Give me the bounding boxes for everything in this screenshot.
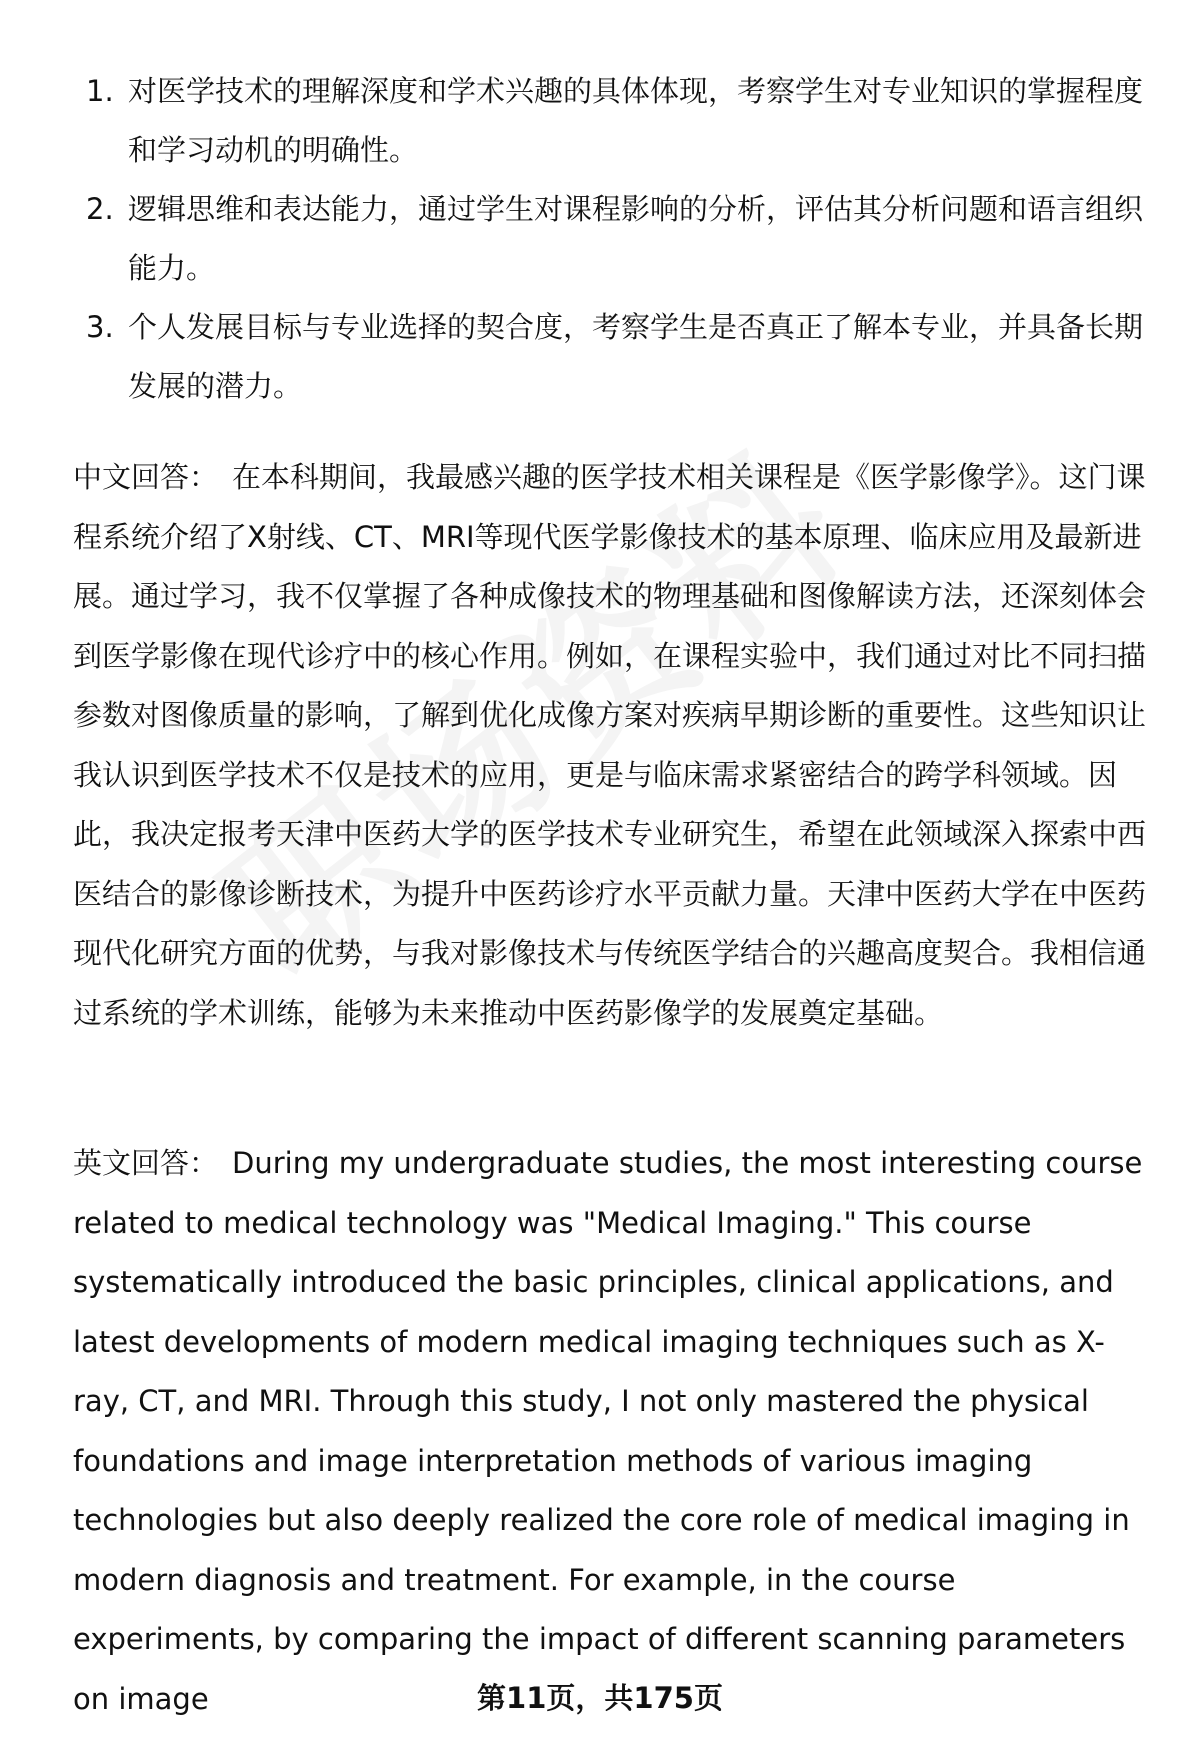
list-item-text: 个人发展目标与专业选择的契合度，考察学生是否真正了解本专业，并具备长期发展的潜力。 bbox=[128, 310, 1144, 403]
list-item-number: 2. bbox=[86, 192, 114, 226]
list-item-number: 3. bbox=[86, 310, 114, 344]
english-answer-paragraph bbox=[73, 1134, 1153, 1729]
chinese-answer-text: 在本科期间，我最感兴趣的医学技术相关课程是《医学影像学》。这门课程系统介绍了X射线、CT、MRI等现代医学影像技术的基本原理、临床应用及最新进展。通过学习，我不仅掌握了各种成像技术的物理基础和图像解读方法，还深刻体会到医学影像在现代诊疗中的核心作用。例如，在课程实验中，我们通过对比不同扫描参数对图像质量的影响，了解到优化成像方案对疾病早期诊断的重要性。这些知识让我认识到医学技术不仅是技术的应用，更是与临床需求紧密结合的跨学科领域。因此，我决定报考天津中医药大学的医学技术专业研究生，希望在此领域深入探索中西医结合的影像诊断技术，为提升中医药诊疗水平贡献力量。天津中医药大学在中医药现代化研究方面的优势，与我对影像技术与传统医学结合的兴趣高度契合。我相信通过系统的学术训练，能够为未来推动中医药影像学的发展奠定基础。 bbox=[73, 460, 1147, 1030]
list-item bbox=[80, 180, 1150, 298]
list-item-text: 对医学技术的理解深度和学术兴趣的具体体现，考察学生对专业知识的掌握程度和学习动机的明确性。 bbox=[128, 74, 1144, 167]
chinese-answer-label: 中文回答： bbox=[73, 460, 219, 494]
english-answer-label: 英文回答： bbox=[73, 1146, 219, 1180]
list-item-number: 1. bbox=[86, 74, 114, 108]
list-item bbox=[80, 62, 1150, 180]
page-number: 第11页，共175页 bbox=[477, 1681, 723, 1715]
chinese-answer-paragraph bbox=[73, 448, 1153, 1043]
english-answer-text: During my undergraduate studies, the most interesting course related to medical technology was "Medical Imaging." This course systematically introduced the basic principles, clinical applications, and latest developments of modern medical imaging techniques such as X-ray, CT, and MRI. Through this study, I not only mastered the physical foundations and image interpretation methods of various imaging technologies but also deeply realized the core role of medical imaging in modern diagnosis and treatment. For example, in the course experiments, by comparing the impact of different scanning parameters on image bbox=[73, 1146, 1143, 1716]
list-item-text: 逻辑思维和表达能力，通过学生对课程影响的分析，评估其分析问题和语言组织能力。 bbox=[128, 192, 1144, 285]
list-item bbox=[80, 298, 1150, 416]
criteria-list bbox=[80, 62, 1150, 416]
